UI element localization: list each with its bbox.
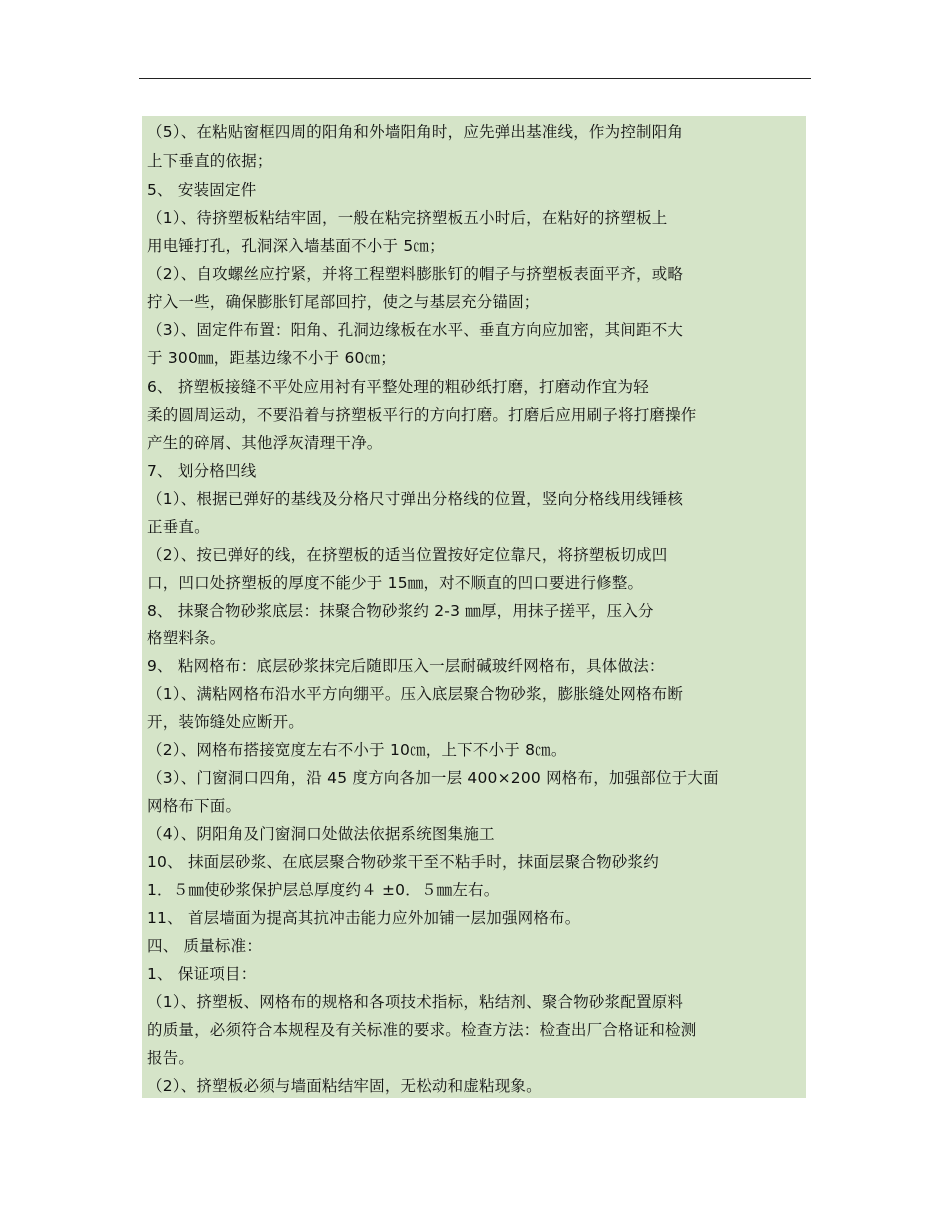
text-line: （2）、挤塑板必须与墙面粘结牢固，无松动和虚粘现象。: [147, 1077, 542, 1095]
text-line: 开，装饰缝处应断开。: [147, 713, 305, 731]
text-line: 于 300㎜，距基边缘不小于 60㎝；: [147, 349, 396, 367]
text-line: （1）、挤塑板、网格布的规格和各项技术指标，粘结剂、聚合物砂浆配置原料: [147, 993, 684, 1011]
section-heading: 四、 质量标准：: [147, 937, 263, 955]
section-heading: 9、 粘网格布：底层砂浆抹完后随即压入一层耐碱玻纤网格布，具体做法：: [147, 657, 665, 675]
text-line: 网格布下面。: [147, 797, 242, 815]
text-line: （2）、自攻螺丝应拧紧，并将工程塑料膨胀钉的帽子与挤塑板表面平齐，或略: [147, 265, 684, 283]
section-heading: 5、 安装固定件: [147, 181, 257, 199]
text-line: 口，凹口处挤塑板的厚度不能少于 15㎜，对不顺直的凹口要进行修整。: [147, 574, 644, 592]
text-line: （2）、按已弹好的线，在挤塑板的适当位置按好定位靠尺，将挤塑板切成凹: [147, 546, 668, 564]
text-line: 格塑料条。: [147, 629, 226, 647]
section-heading: 6、 挤塑板接缝不平处应用衬有平整处理的粗砂纸打磨，打磨动作宜为轻: [147, 378, 649, 396]
text-line: 的质量，必须符合本规程及有关标准的要求。检查方法：检查出厂合格证和检测: [147, 1021, 697, 1039]
text-line: （1）、待挤塑板粘结牢固，一般在粘完挤塑板五小时后，在粘好的挤塑板上: [147, 209, 668, 227]
section-heading: 8、 抹聚合物砂浆底层：抹聚合物砂浆约 2-3 ㎜厚，用抹子搓平，压入分: [147, 602, 654, 620]
text-line: 拧入一些，确保膨胀钉尾部回拧，使之与基层充分锚固；: [147, 293, 540, 311]
text-line: 柔的圆周运动，不要沿着与挤塑板平行的方向打磨。打磨后应用刷子将打磨操作: [147, 406, 697, 424]
text-line: （4）、阴阳角及门窗洞口处做法依据系统图集施工: [147, 825, 495, 843]
text-line: 正垂直。: [147, 518, 210, 536]
text-line: 报告。: [147, 1049, 195, 1067]
text-line: （2）、网格布搭接宽度左右不小于 10㎝，上下不小于 8㎝。: [147, 741, 567, 759]
text-line: （3）、固定件布置：阳角、孔洞边缘板在水平、垂直方向应加密，其间距不大: [147, 321, 684, 339]
section-heading: 7、 划分格凹线: [147, 462, 257, 480]
text-line: 1．５㎜使砂浆保护层总厚度约４ ±0．５㎜左右。: [147, 881, 500, 899]
section-heading: 10、 抹面层砂浆、在底层聚合物砂浆干至不粘手时，抹面层聚合物砂浆约: [147, 853, 659, 871]
text-line: （1）、根据已弹好的基线及分格尺寸弹出分格线的位置，竖向分格线用线锤核: [147, 490, 684, 508]
text-line: 上下垂直的依据；: [147, 152, 273, 170]
section-heading: 1、 保证项目：: [147, 965, 257, 983]
text-line: （5）、在粘贴窗框四周的阳角和外墙阳角时，应先弹出基准线，作为控制阳角: [147, 123, 684, 141]
text-line: （3）、门窗洞口四角，沿 45 度方向各加一层 400×200 网格布，加强部位于大面: [147, 769, 719, 787]
text-line: 用电锤打孔，孔洞深入墙基面不小于 5㎝；: [147, 237, 445, 255]
header-rule: [139, 78, 811, 79]
text-line: 产生的碎屑、其他浮灰清理干净。: [147, 434, 383, 452]
text-line: （1）、满粘网格布沿水平方向绷平。压入底层聚合物砂浆，膨胀缝处网格布断: [147, 685, 684, 703]
section-heading: 11、 首层墙面为提高其抗冲击能力应外加铺一层加强网格布。: [147, 909, 581, 927]
